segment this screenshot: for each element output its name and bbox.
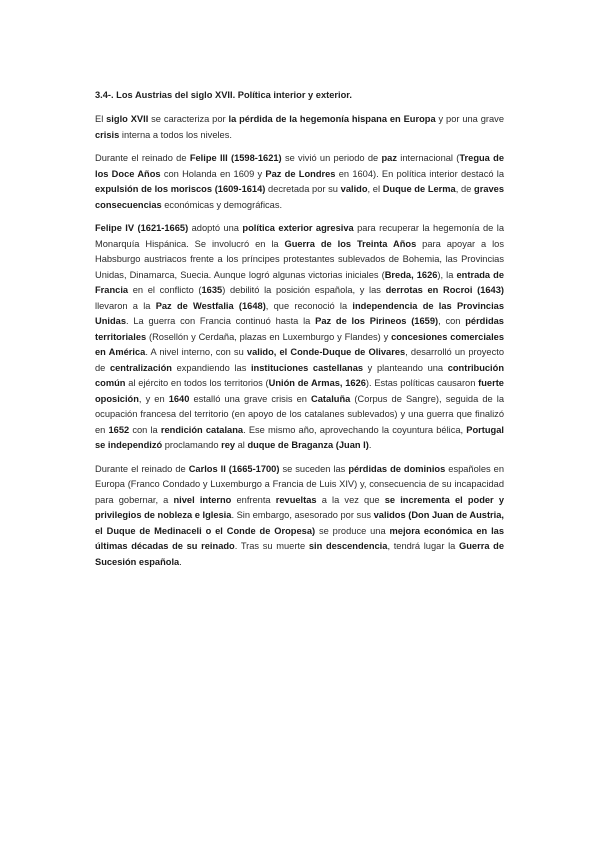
bold-text: Cataluña [311,393,351,404]
bold-text: se incrementa el poder y privilegios de nobleza e Iglesia [95,494,504,520]
text-run: internacional ( [396,153,460,163]
bold-text: Breda, 1626 [384,269,438,280]
bold-text: derrotas en Rocroi (1643) [385,285,504,295]
text-run: en 1604). En política interior destacó la [335,168,504,179]
bold-text: validos (Don Juan de Austria, el Duque de Medinaceli o el Conde de Oropesa) [95,510,504,536]
bold-text: Unión de Armas, 1626 [268,378,366,388]
bold-text: valido [340,184,368,194]
bold-text: nivel interno [173,494,232,505]
bold-text: 1635 [201,285,223,295]
bold-text: mejora económica en las últimas décadas de su reinado [95,525,504,551]
bold-text: Portugal se independizó [95,424,504,450]
bold-text: concesiones comerciales en América [95,331,504,357]
bold-text: centralización [109,362,172,373]
text-run: en el conflicto ( [128,285,202,295]
paragraph-felipe-iii [95,151,504,213]
bold-text: entrada de Francia [95,269,505,295]
bold-text: Guerra de Sucesión española [95,541,505,567]
text-run: ), la [437,269,457,280]
text-run: , con [438,316,466,326]
bold-text: 1640 [168,393,190,404]
text-run: . Ese mismo año, aprovechando la coyuntura bélica, [243,424,467,435]
bold-text: Felipe III (1598-1621) [189,153,282,163]
page-title: 3.4-. Los Austrias del siglo XVII. Política interior y exterior. [95,90,352,100]
bold-text: 1652 [108,424,130,435]
bold-text: Tregua de los Doce Años [95,153,504,179]
bold-text: rendición catalana [160,424,244,435]
bold-text: Felipe IV (1621-1665) [95,223,189,233]
text-run: (Corpus de Sangre), seguida de la ocupación francesa del territorio (en apoyo de los catalanes sublevados) y una guerra que finalizó en [95,393,504,435]
text-run: El [95,114,107,124]
text-run: al ejército en todos los territorios ( [125,378,269,388]
bold-text: siglo XVII [106,114,149,124]
text-run: se suceden las [279,463,349,474]
bold-text: paz [381,153,397,163]
bold-text: Carlos II (1665-1700) [188,463,280,474]
text-run: enfrenta [231,494,276,505]
text-run: expandiendo las [171,362,251,373]
bold-text: independencia de las Provincias Unidas [95,300,504,326]
text-run: . Tras su muerte [234,541,309,551]
text-run: Durante el reinado de [95,153,190,163]
text-run: (Rosellón y Cerdaña, plazas en Luxemburgo y Flandes) y [146,331,392,342]
bold-text: Paz de los Pirineos (1659) [315,316,439,326]
text-run: . [368,440,372,450]
text-run: para recuperar la hegemonía de la Monarquía Hispánica. Se involucró en la [95,223,504,249]
bold-text: la pérdida de la hegemonía hispana en Europa [228,114,436,124]
text-run: se vivió un periodo de [281,153,382,163]
text-run: , de [455,184,475,194]
bold-text: crisis [95,129,120,140]
bold-text: fuerte oposición [95,378,504,404]
text-run: se produce una [315,525,390,536]
bold-text: expulsión de los moriscos (1609-1614) [95,184,266,194]
bold-text: Duque de Lerma [382,184,456,194]
bold-text: duque de Braganza (Juan I) [247,440,369,450]
text-run: estalló una grave crisis en [189,393,312,404]
text-run: económicas y demográficas. [161,199,283,210]
bold-text: Guerra de los Treinta Años [284,238,417,249]
text-run: , tendrá lugar la [387,541,459,551]
bold-text: revueltas [275,494,317,505]
bold-text: instituciones castellanas [250,362,364,373]
bold-text: pérdidas territoriales [95,316,504,342]
text-run: con la [129,424,161,435]
paragraph-felipe-iv [95,221,504,454]
text-run: llevaron a la [95,300,156,311]
text-run: ). Estas políticas causaron [365,378,479,388]
bold-text: contribución común [95,362,504,388]
text-run: , que reconoció la [265,300,353,311]
text-run: ) debilitó la posición española, y las [222,285,386,295]
text-run: proclamando [162,440,222,450]
text-run: y planteando una [363,362,448,373]
text-run: . [179,556,182,567]
text-run: . A nivel interno, con su [145,347,247,357]
paragraph-carlos-ii [95,462,504,571]
bold-text: valido, el Conde-Duque de Olivares [246,347,406,357]
bold-text: rey [221,440,236,450]
text-run: se caracteriza por [148,114,229,124]
text-run: decretada por su [265,184,341,194]
text-run: interna a todos los niveles. [119,129,232,140]
bold-text: política exterior agresiva [242,223,354,233]
bold-text: pérdidas de dominios [348,463,446,474]
text-run: adoptó una [188,223,243,233]
text-run: para apoyar a los Habsburgo austriacos frente a los príncipes protestantes sublevados de Bohemia, las Provincias Unidas, Dinamarca, Suecia. Aunque logró algunas victorias iniciales ( [95,238,504,280]
text-run: al [235,440,248,450]
bold-text: Paz de Westfalia (1648) [155,300,266,311]
paragraph-intro [95,112,504,143]
text-run: , el [367,184,383,194]
document-body [95,88,504,578]
text-run: Durante el reinado de [95,463,189,474]
text-run: . La guerra con Francia continuó hasta la [126,316,316,326]
text-run: , y en [138,393,169,404]
text-run: . Sin embargo, asesorado por sus [231,510,374,520]
text-run: españoles en Europa (Franco Condado y Luxemburgo a Francia de Luis XIV) y, consecuencia de su incapacidad para gobernar, a [95,463,504,505]
bold-text: Paz de Londres [265,168,336,179]
text-run: , desarrolló un proyecto de [95,347,505,373]
bold-text: graves consecuencias [95,184,504,210]
text-run: a la vez que [316,494,385,505]
text-run: con Holanda en 1609 y [160,168,266,179]
text-run: y por una grave [435,114,504,124]
bold-text: sin descendencia [308,541,388,551]
